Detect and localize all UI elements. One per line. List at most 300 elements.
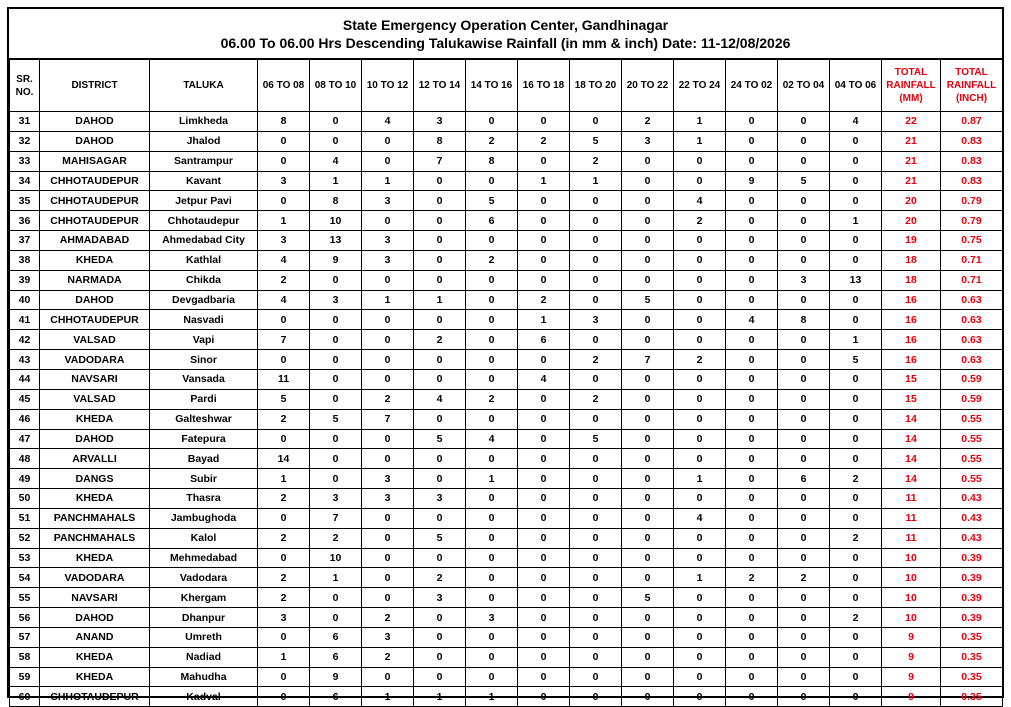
cell-taluka: Pardi: [150, 389, 258, 409]
cell-slot-rainfall: 2: [674, 211, 726, 231]
cell-slot-rainfall: 0: [674, 489, 726, 509]
cell-slot-rainfall: 5: [622, 290, 674, 310]
cell-slot-rainfall: 0: [466, 171, 518, 191]
cell-slot-rainfall: 9: [310, 250, 362, 270]
cell-district: AHMADABAD: [40, 231, 150, 251]
cell-total-mm: 14: [882, 409, 941, 429]
cell-slot-rainfall: 4: [414, 389, 466, 409]
cell-slot-rainfall: 0: [778, 369, 830, 389]
cell-slot-rainfall: 1: [674, 112, 726, 132]
cell-slot-rainfall: 0: [830, 449, 882, 469]
cell-district: PANCHMAHALS: [40, 528, 150, 548]
cell-slot-rainfall: 0: [310, 469, 362, 489]
cell-slot-rainfall: 14: [258, 449, 310, 469]
cell-slot-rainfall: 3: [622, 131, 674, 151]
cell-slot-rainfall: 2: [362, 647, 414, 667]
cell-slot-rainfall: 3: [362, 627, 414, 647]
cell-sr: 55: [10, 588, 40, 608]
cell-slot-rainfall: 0: [362, 429, 414, 449]
cell-slot-rainfall: 5: [466, 191, 518, 211]
cell-taluka: Devgadbaria: [150, 290, 258, 310]
cell-taluka: Jetpur Pavi: [150, 191, 258, 211]
cell-slot-rainfall: 0: [518, 112, 570, 132]
cell-slot-rainfall: 0: [726, 588, 778, 608]
cell-total-inch: 0.83: [941, 131, 1003, 151]
cell-slot-rainfall: 0: [570, 112, 622, 132]
cell-sr: 40: [10, 290, 40, 310]
cell-slot-rainfall: 2: [674, 350, 726, 370]
cell-slot-rainfall: 0: [830, 191, 882, 211]
cell-slot-rainfall: 5: [830, 350, 882, 370]
cell-slot-rainfall: 0: [518, 270, 570, 290]
cell-slot-rainfall: 0: [830, 687, 882, 707]
cell-total-mm: 22: [882, 112, 941, 132]
cell-slot-rainfall: 0: [466, 508, 518, 528]
cell-slot-rainfall: 3: [362, 191, 414, 211]
cell-slot-rainfall: 0: [778, 151, 830, 171]
cell-slot-rainfall: 0: [570, 409, 622, 429]
cell-total-inch: 0.59: [941, 369, 1003, 389]
cell-slot-rainfall: 0: [414, 647, 466, 667]
cell-slot-rainfall: 0: [518, 151, 570, 171]
cell-slot-rainfall: 2: [258, 270, 310, 290]
col-header-slot: 10 TO 12: [362, 60, 414, 112]
cell-slot-rainfall: 0: [258, 131, 310, 151]
cell-slot-rainfall: 0: [570, 191, 622, 211]
col-header-district: DISTRICT: [40, 60, 150, 112]
cell-slot-rainfall: 0: [674, 409, 726, 429]
table-row: [10, 449, 1003, 469]
cell-slot-rainfall: 1: [362, 171, 414, 191]
cell-slot-rainfall: 0: [622, 429, 674, 449]
cell-taluka: Santrampur: [150, 151, 258, 171]
cell-slot-rainfall: 2: [570, 350, 622, 370]
cell-slot-rainfall: 0: [310, 369, 362, 389]
table-row: [10, 250, 1003, 270]
cell-slot-rainfall: 0: [310, 350, 362, 370]
cell-slot-rainfall: 0: [570, 667, 622, 687]
cell-district: CHHOTAUDEPUR: [40, 211, 150, 231]
cell-slot-rainfall: 0: [362, 131, 414, 151]
cell-district: VADODARA: [40, 350, 150, 370]
cell-slot-rainfall: 0: [778, 330, 830, 350]
cell-slot-rainfall: 0: [310, 608, 362, 628]
cell-slot-rainfall: 0: [726, 191, 778, 211]
cell-slot-rainfall: 4: [362, 112, 414, 132]
cell-total-mm: 20: [882, 211, 941, 231]
cell-slot-rainfall: 1: [674, 469, 726, 489]
cell-slot-rainfall: 2: [518, 290, 570, 310]
cell-slot-rainfall: 0: [258, 627, 310, 647]
cell-total-inch: 0.63: [941, 310, 1003, 330]
cell-slot-rainfall: 7: [310, 508, 362, 528]
cell-sr: 54: [10, 568, 40, 588]
cell-slot-rainfall: 0: [830, 231, 882, 251]
cell-slot-rainfall: 0: [622, 489, 674, 509]
cell-taluka: Sinor: [150, 350, 258, 370]
cell-slot-rainfall: 5: [414, 528, 466, 548]
cell-district: NAVSARI: [40, 588, 150, 608]
cell-slot-rainfall: 6: [778, 469, 830, 489]
table-row: [10, 270, 1003, 290]
table-row: [10, 211, 1003, 231]
cell-slot-rainfall: 8: [414, 131, 466, 151]
table-row: [10, 330, 1003, 350]
cell-total-mm: 21: [882, 171, 941, 191]
cell-slot-rainfall: 0: [674, 588, 726, 608]
col-header-total-mm: TOTAL RAINFALL (MM): [882, 60, 941, 112]
cell-slot-rainfall: 0: [414, 211, 466, 231]
cell-total-inch: 0.55: [941, 449, 1003, 469]
cell-sr: 39: [10, 270, 40, 290]
cell-total-mm: 10: [882, 568, 941, 588]
cell-slot-rainfall: 0: [258, 310, 310, 330]
cell-slot-rainfall: 0: [726, 429, 778, 449]
cell-taluka: Vapi: [150, 330, 258, 350]
cell-slot-rainfall: 0: [622, 687, 674, 707]
cell-slot-rainfall: 0: [466, 231, 518, 251]
cell-slot-rainfall: 0: [414, 171, 466, 191]
cell-total-inch: 0.87: [941, 112, 1003, 132]
cell-slot-rainfall: 0: [726, 250, 778, 270]
cell-slot-rainfall: 0: [726, 330, 778, 350]
cell-slot-rainfall: 0: [310, 588, 362, 608]
cell-slot-rainfall: 0: [674, 548, 726, 568]
cell-slot-rainfall: 0: [310, 131, 362, 151]
cell-sr: 45: [10, 389, 40, 409]
cell-slot-rainfall: 7: [414, 151, 466, 171]
cell-total-inch: 0.39: [941, 568, 1003, 588]
cell-district: DANGS: [40, 469, 150, 489]
table-row: [10, 489, 1003, 509]
cell-total-mm: 10: [882, 608, 941, 628]
cell-taluka: Nasvadi: [150, 310, 258, 330]
cell-slot-rainfall: 0: [466, 112, 518, 132]
cell-slot-rainfall: 0: [778, 290, 830, 310]
cell-slot-rainfall: 0: [414, 250, 466, 270]
table-row: [10, 171, 1003, 191]
cell-slot-rainfall: 0: [414, 667, 466, 687]
table-row: [10, 647, 1003, 667]
cell-slot-rainfall: 0: [362, 548, 414, 568]
cell-total-inch: 0.39: [941, 588, 1003, 608]
cell-slot-rainfall: 0: [414, 469, 466, 489]
cell-slot-rainfall: 2: [778, 568, 830, 588]
cell-sr: 35: [10, 191, 40, 211]
cell-slot-rainfall: 0: [518, 449, 570, 469]
col-header-taluka: TALUKA: [150, 60, 258, 112]
cell-total-inch: 0.83: [941, 171, 1003, 191]
cell-total-mm: 11: [882, 528, 941, 548]
cell-slot-rainfall: 2: [414, 568, 466, 588]
cell-slot-rainfall: 0: [778, 409, 830, 429]
cell-sr: 41: [10, 310, 40, 330]
cell-slot-rainfall: 1: [362, 687, 414, 707]
cell-sr: 46: [10, 409, 40, 429]
col-header-slot: 18 TO 20: [570, 60, 622, 112]
cell-slot-rainfall: 8: [778, 310, 830, 330]
cell-slot-rainfall: 5: [310, 409, 362, 429]
cell-slot-rainfall: 0: [726, 270, 778, 290]
cell-slot-rainfall: 5: [622, 588, 674, 608]
cell-slot-rainfall: 0: [830, 151, 882, 171]
cell-slot-rainfall: 1: [518, 171, 570, 191]
cell-slot-rainfall: 0: [830, 171, 882, 191]
cell-slot-rainfall: 0: [726, 211, 778, 231]
cell-slot-rainfall: 0: [830, 389, 882, 409]
cell-slot-rainfall: 0: [674, 389, 726, 409]
cell-district: VALSAD: [40, 389, 150, 409]
cell-slot-rainfall: 0: [414, 548, 466, 568]
cell-slot-rainfall: 0: [726, 528, 778, 548]
cell-slot-rainfall: 0: [674, 270, 726, 290]
table-row: [10, 290, 1003, 310]
cell-district: MAHISAGAR: [40, 151, 150, 171]
cell-slot-rainfall: 0: [830, 647, 882, 667]
cell-slot-rainfall: 0: [778, 627, 830, 647]
cell-slot-rainfall: 0: [726, 151, 778, 171]
cell-taluka: Ahmedabad City: [150, 231, 258, 251]
cell-slot-rainfall: 0: [466, 449, 518, 469]
cell-slot-rainfall: 0: [414, 270, 466, 290]
cell-sr: 56: [10, 608, 40, 628]
cell-taluka: Mehmedabad: [150, 548, 258, 568]
cell-district: DAHOD: [40, 131, 150, 151]
cell-slot-rainfall: 0: [518, 231, 570, 251]
cell-district: DAHOD: [40, 290, 150, 310]
cell-slot-rainfall: 0: [570, 250, 622, 270]
cell-slot-rainfall: 0: [778, 608, 830, 628]
cell-slot-rainfall: 0: [414, 449, 466, 469]
cell-slot-rainfall: 0: [518, 588, 570, 608]
cell-slot-rainfall: 0: [830, 409, 882, 429]
cell-slot-rainfall: 0: [258, 151, 310, 171]
cell-slot-rainfall: 8: [466, 151, 518, 171]
cell-slot-rainfall: 0: [362, 568, 414, 588]
cell-slot-rainfall: 0: [622, 191, 674, 211]
cell-taluka: Bayad: [150, 449, 258, 469]
cell-slot-rainfall: 0: [830, 667, 882, 687]
cell-slot-rainfall: 0: [622, 608, 674, 628]
cell-sr: 59: [10, 667, 40, 687]
cell-slot-rainfall: 0: [362, 211, 414, 231]
cell-slot-rainfall: 0: [622, 389, 674, 409]
table-row: [10, 310, 1003, 330]
cell-slot-rainfall: 0: [778, 687, 830, 707]
cell-district: VADODARA: [40, 568, 150, 588]
cell-slot-rainfall: 0: [570, 211, 622, 231]
col-header-total-inch: TOTAL RAINFALL (INCH): [941, 60, 1003, 112]
cell-slot-rainfall: 0: [570, 290, 622, 310]
cell-total-inch: 0.79: [941, 191, 1003, 211]
cell-slot-rainfall: 0: [674, 330, 726, 350]
cell-slot-rainfall: 3: [258, 231, 310, 251]
cell-slot-rainfall: 0: [518, 469, 570, 489]
cell-slot-rainfall: 3: [362, 250, 414, 270]
cell-slot-rainfall: 0: [726, 449, 778, 469]
cell-sr: 32: [10, 131, 40, 151]
cell-total-mm: 14: [882, 469, 941, 489]
col-header-slot: 12 TO 14: [414, 60, 466, 112]
cell-slot-rainfall: 4: [726, 310, 778, 330]
cell-slot-rainfall: 8: [258, 112, 310, 132]
cell-slot-rainfall: 0: [570, 687, 622, 707]
cell-district: KHEDA: [40, 667, 150, 687]
cell-slot-rainfall: 2: [622, 112, 674, 132]
cell-slot-rainfall: 0: [830, 250, 882, 270]
cell-slot-rainfall: 0: [466, 330, 518, 350]
col-header-slot: 08 TO 10: [310, 60, 362, 112]
cell-total-mm: 15: [882, 389, 941, 409]
table-row: [10, 528, 1003, 548]
cell-slot-rainfall: 0: [362, 369, 414, 389]
cell-total-inch: 0.39: [941, 548, 1003, 568]
cell-sr: 52: [10, 528, 40, 548]
cell-total-inch: 0.63: [941, 350, 1003, 370]
cell-slot-rainfall: 2: [362, 389, 414, 409]
cell-slot-rainfall: 2: [258, 489, 310, 509]
cell-slot-rainfall: 0: [674, 369, 726, 389]
cell-slot-rainfall: 6: [466, 211, 518, 231]
cell-total-mm: 21: [882, 131, 941, 151]
cell-slot-rainfall: 0: [570, 528, 622, 548]
cell-slot-rainfall: 3: [414, 489, 466, 509]
cell-slot-rainfall: 0: [518, 647, 570, 667]
cell-slot-rainfall: 0: [258, 191, 310, 211]
cell-slot-rainfall: 5: [570, 131, 622, 151]
cell-slot-rainfall: 0: [778, 389, 830, 409]
cell-taluka: Vansada: [150, 369, 258, 389]
cell-slot-rainfall: 3: [466, 608, 518, 628]
cell-slot-rainfall: 0: [518, 687, 570, 707]
cell-slot-rainfall: 4: [518, 369, 570, 389]
cell-taluka: Vadodara: [150, 568, 258, 588]
cell-slot-rainfall: 6: [310, 627, 362, 647]
cell-slot-rainfall: 0: [674, 231, 726, 251]
cell-slot-rainfall: 0: [726, 548, 778, 568]
cell-slot-rainfall: 0: [518, 191, 570, 211]
cell-slot-rainfall: 0: [622, 568, 674, 588]
cell-slot-rainfall: 11: [258, 369, 310, 389]
cell-total-inch: 0.59: [941, 389, 1003, 409]
cell-slot-rainfall: 0: [570, 330, 622, 350]
cell-slot-rainfall: 1: [674, 568, 726, 588]
cell-sr: 37: [10, 231, 40, 251]
col-header-slot: 22 TO 24: [674, 60, 726, 112]
cell-slot-rainfall: 0: [674, 627, 726, 647]
cell-slot-rainfall: 0: [570, 627, 622, 647]
cell-slot-rainfall: 1: [830, 330, 882, 350]
cell-slot-rainfall: 0: [674, 310, 726, 330]
cell-slot-rainfall: 0: [518, 667, 570, 687]
cell-slot-rainfall: 9: [310, 667, 362, 687]
cell-total-inch: 0.43: [941, 489, 1003, 509]
cell-total-mm: 10: [882, 588, 941, 608]
cell-slot-rainfall: 0: [830, 131, 882, 151]
cell-slot-rainfall: 0: [570, 548, 622, 568]
cell-slot-rainfall: 0: [726, 350, 778, 370]
cell-slot-rainfall: 6: [310, 687, 362, 707]
cell-slot-rainfall: 0: [726, 131, 778, 151]
table-row: [10, 350, 1003, 370]
rainfall-table: [9, 59, 1003, 707]
cell-district: KHEDA: [40, 548, 150, 568]
cell-slot-rainfall: 0: [414, 231, 466, 251]
cell-total-mm: 11: [882, 508, 941, 528]
cell-slot-rainfall: 0: [726, 389, 778, 409]
cell-slot-rainfall: 1: [518, 310, 570, 330]
cell-slot-rainfall: 0: [726, 409, 778, 429]
cell-slot-rainfall: 0: [310, 429, 362, 449]
cell-sr: 53: [10, 548, 40, 568]
cell-taluka: Subir: [150, 469, 258, 489]
cell-slot-rainfall: 0: [518, 489, 570, 509]
cell-slot-rainfall: 0: [570, 449, 622, 469]
cell-slot-rainfall: 1: [362, 290, 414, 310]
cell-slot-rainfall: 0: [518, 389, 570, 409]
cell-slot-rainfall: 2: [310, 528, 362, 548]
cell-slot-rainfall: 0: [778, 211, 830, 231]
cell-slot-rainfall: 0: [518, 627, 570, 647]
cell-total-inch: 0.63: [941, 330, 1003, 350]
cell-slot-rainfall: 0: [726, 647, 778, 667]
cell-slot-rainfall: 0: [518, 508, 570, 528]
cell-sr: 47: [10, 429, 40, 449]
cell-slot-rainfall: 3: [310, 290, 362, 310]
cell-sr: 34: [10, 171, 40, 191]
cell-slot-rainfall: 0: [622, 627, 674, 647]
cell-slot-rainfall: 0: [310, 270, 362, 290]
cell-slot-rainfall: 0: [362, 330, 414, 350]
cell-slot-rainfall: 2: [258, 409, 310, 429]
col-header-slot: 24 TO 02: [726, 60, 778, 112]
cell-total-inch: 0.55: [941, 429, 1003, 449]
cell-slot-rainfall: 0: [570, 647, 622, 667]
cell-slot-rainfall: 0: [466, 548, 518, 568]
cell-slot-rainfall: 2: [830, 608, 882, 628]
cell-sr: 38: [10, 250, 40, 270]
cell-total-mm: 14: [882, 429, 941, 449]
cell-slot-rainfall: 0: [778, 250, 830, 270]
cell-slot-rainfall: 0: [310, 330, 362, 350]
cell-slot-rainfall: 13: [830, 270, 882, 290]
cell-slot-rainfall: 0: [622, 211, 674, 231]
cell-district: KHEDA: [40, 647, 150, 667]
table-row: [10, 508, 1003, 528]
cell-slot-rainfall: 0: [310, 310, 362, 330]
cell-slot-rainfall: 0: [414, 310, 466, 330]
cell-slot-rainfall: 0: [622, 647, 674, 667]
cell-slot-rainfall: 0: [466, 627, 518, 647]
cell-slot-rainfall: 0: [570, 489, 622, 509]
table-row: [10, 369, 1003, 389]
cell-slot-rainfall: 0: [310, 112, 362, 132]
cell-slot-rainfall: 0: [778, 508, 830, 528]
cell-slot-rainfall: 0: [466, 369, 518, 389]
cell-total-mm: 9: [882, 647, 941, 667]
cell-slot-rainfall: 2: [258, 588, 310, 608]
cell-district: CHHOTAUDEPUR: [40, 687, 150, 707]
table-row: [10, 627, 1003, 647]
cell-slot-rainfall: 3: [414, 588, 466, 608]
cell-slot-rainfall: 0: [726, 112, 778, 132]
cell-slot-rainfall: 0: [466, 310, 518, 330]
cell-slot-rainfall: 1: [570, 171, 622, 191]
cell-sr: 31: [10, 112, 40, 132]
table-row: [10, 131, 1003, 151]
cell-slot-rainfall: 0: [830, 627, 882, 647]
cell-total-mm: 21: [882, 151, 941, 171]
